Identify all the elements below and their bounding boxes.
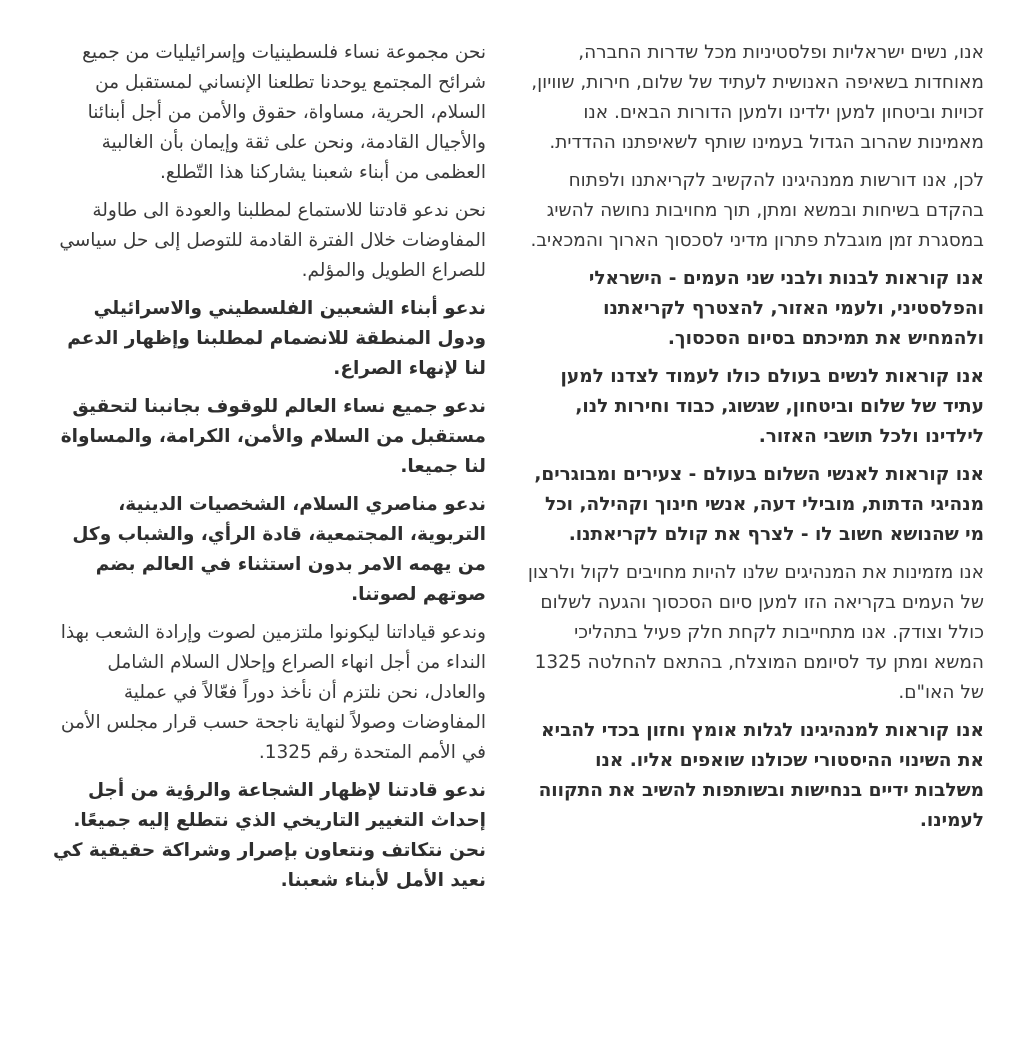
arabic-paragraph-2: نحن ندعو قادتنا للاستماع لمطلبنا والعودة الى طاولة المفاوضات خلال الفترة القادمة للتوصل إلى حل سياسي للصراع الطويل والمؤلم. [59,200,486,281]
hebrew-paragraph-6: אנו מזמינות את המנהיגים שלנו להיות מחויבים לקול ולרצון של העמים בקריאה הזו למען סיום הסכסוך והגעה לשלום כולל וצודק. אנו מתחייבות לקחת חלק פעיל בתהליכי המשא ומתן עד לסיומם המוצלח, בהתאם להחלטה 1325 של האו"ם. [527,562,984,703]
arabic-column [46,38,486,896]
arabic-paragraph-4: ندعو جميع نساء العالم للوقوف بجانبنا لتحقيق مستقبل من السلام والأمن، الكرامة، والمساواة لنا جميعا. [60,396,486,477]
arabic-paragraph-1: نحن مجموعة نساء فلسطينيات وإسرائيليات من جميع شرائح المجتمع يوحدنا تطلعنا الإنساني لمستقبل من السلام، الحرية، مساواة، حقوق والأمن من أجل أبنائنا والأجيال القادمة، ونحن على ثقة وإيمان بأن الغالبية العظمى من أبناء شعبنا يشاركنا هذا التّطلع. [82,42,486,183]
arabic-paragraph-7: ندعو قادتنا لإظهار الشجاعة والرؤية من أجل إحداث التغيير التاريخي الذي نتطلع إليه جميعًا. نحن نتكاتف ونتعاون بإصرار وشراكة حقيقية كي نعيد الأمل لأبناء شعبنا. [53,780,486,891]
hebrew-paragraph-2: לכן, אנו דורשות ממנהיגינו להקשיב לקריאתנו ולפתוח בהקדם בשיחות ובמשא ומתן, תוך מחויבות נחושה להשיג במסגרת זמן מוגבלת פתרון מדיני לסכסוך הארוך והמכאיב. [530,170,984,251]
arabic-paragraph-3: ندعو أبناء الشعبين الفلسطيني والاسرائيلي ودول المنطقة للانضمام لمطلبنا وإظهار الدعم لنا لإنهاء الصراع. [67,298,486,379]
hebrew-paragraph-4: אנו קוראות לנשים בעולם כולו לעמוד לצדנו למען עתיד של שלום וביטחון, שגשוג, כבוד וחירות לנו, לילדינו ולכל תושבי האזור. [560,366,984,447]
hebrew-paragraph-3: אנו קוראות לבנות ולבני שני העמים - הישראלי והפלסטיני, ולעמי האזור, להצטרף לקריאתנו ולהמחיש את תמיכתם בסיום הסכסוך. [588,268,984,349]
hebrew-paragraph-5: אנו קוראות לאנשי השלום בעולם - צעירים ומבוגרים, מנהיגי הדתות, מובילי דעה, אנשי חינוך וקהילה, וכל מי שהנושא חשוב לו - לצרף את קולם לקריאתנו. [534,464,984,545]
hebrew-column [522,38,984,836]
hebrew-paragraph-7: אנו קוראות למנהיגינו לגלות אומץ וחזון בכדי להביא את השינוי ההיסטורי שכולנו שואפים אליו. אנו משלבות ידיים בנחישות ובשותפות להשיב את התקווה לעמינו. [538,720,984,831]
hebrew-paragraph-1: אנו, נשים ישראליות ופלסטיניות מכל שדרות החברה, מאוחדות בשאיפה האנושית לעתיד של שלום, חירות, שוויון, זכויות וביטחון למען ילדינו ולמען הדורות הבאים. אנו מאמינות שהרוב הגדול בעמינו שותף לשאיפתנו ההדדית. [531,42,984,153]
arabic-paragraph-5: ندعو مناصري السلام، الشخصيات الدينية، التربوية، المجتمعية، قادة الرأي، والشباب وكل من يهمه الامر بدون استثناء في العالم بضم صوتهم لصوتنا. [72,494,486,605]
arabic-paragraph-6: وندعو قياداتنا ليكونوا ملتزمين لصوت وإرادة الشعب بهذا النداء من أجل انهاء الصراع وإحلال السلام الشامل والعادل، نحن نلتزم أن نأخذ دوراً فعّالاً في عملية المفاوضات وصولاً لنهاية ناجحة حسب قرار مجلس الأمن في الأمم المتحدة رقم 1325. [60,622,486,763]
